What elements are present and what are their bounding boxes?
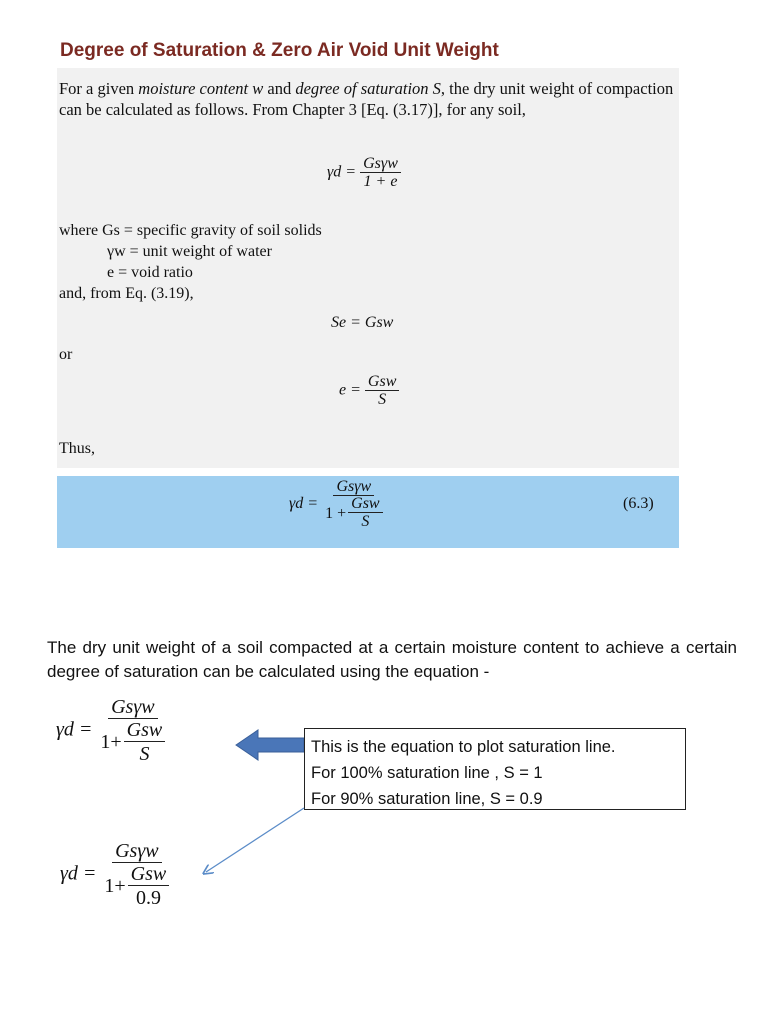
saturation-callout-box: This is the equation to plot saturation line. For 100% saturation line , S = 1 For 90% saturation line, S = 0.9 xyxy=(304,728,686,810)
or-label: or xyxy=(59,346,73,363)
thus-label: Thus, xyxy=(59,440,95,457)
textbook-excerpt xyxy=(57,68,679,468)
where-definitions: where Gs = specific gravity of soil solids γw = unit weight of water e = void ratio and, from Eq. (3.19), xyxy=(59,222,322,302)
body-paragraph: The dry unit weight of a soil compacted at a certain moisture content to achieve a certain degree of saturation can be calculated using the equation - xyxy=(47,638,737,681)
equation-6-3-highlight xyxy=(57,476,679,548)
left-arrow-icon xyxy=(234,728,306,762)
page-title: Degree of Saturation & Zero Air Void Unit Weight xyxy=(60,40,499,61)
excerpt-intro: For a given moisture content w and degree of saturation S, the dry unit weight of compaction can be calculated as follows. From Chapter 3 [Eq. (3.17)], for any soil, xyxy=(59,79,674,119)
saturation-90-equation: γd = Gsγw 1+ $\frac{\text{Gsw}}{0.9}$ xyxy=(60,840,172,910)
void-ratio-equation: e = $\frac{\text{Gsw}}{S}$ xyxy=(339,374,399,408)
saturation-equation: γd = Gsγw 1+ $\frac{\text{Gsw}}{S}$ xyxy=(56,696,168,766)
equation-number: (6.3) xyxy=(623,495,654,512)
connector-arrow xyxy=(200,806,310,876)
equation-6-3: γd = Gsγw 1 + $\frac{\text{Gsw}}{S}$ xyxy=(289,479,386,530)
equation-3-19: Se = Gsw xyxy=(331,314,394,331)
equation-3-17: γd = $\frac{\text{Gsγw}}{1 + e}$ xyxy=(327,156,401,190)
